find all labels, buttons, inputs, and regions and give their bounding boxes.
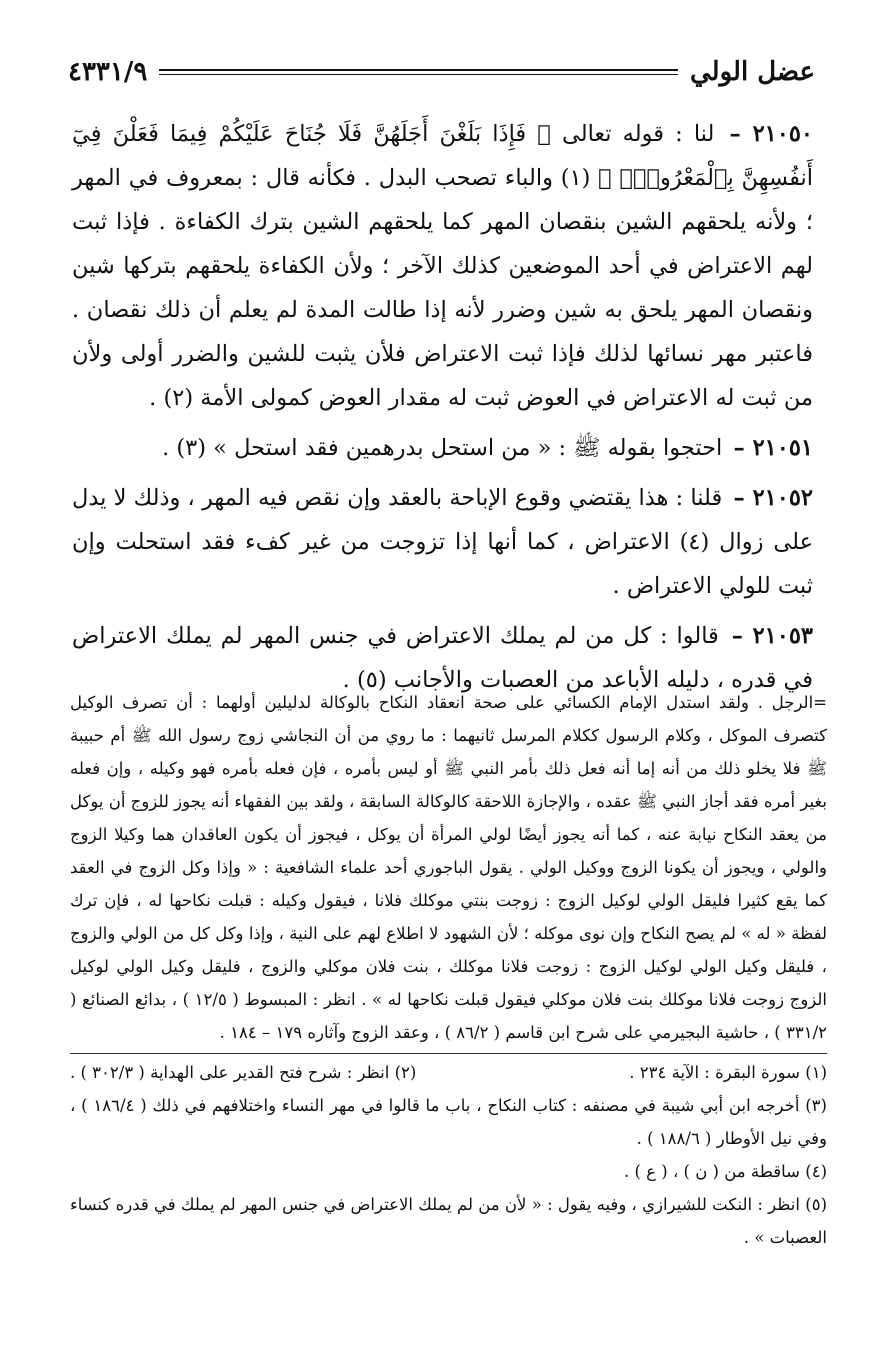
paragraph-number: ٢١٠٥٠ – <box>729 121 813 147</box>
footnote-divider <box>70 1053 827 1054</box>
footnotes <box>70 686 827 1254</box>
paragraph-text: قالوا : كل من لم يملك الاعتراض في جنس المهر لم يملك الاعتراض في قدره ، دليله الأباعد من العصبات والأجانب (٥) . <box>72 623 813 693</box>
paragraph-text: احتجوا بقوله ﷺ : « من استحل بدرهمين فقد استحل » (٣) . <box>162 435 723 461</box>
footnote-3: (٣) أخرجه ابن أبي شيبة في مصنفه : كتاب النكاح ، باب ما قالوا في مهر النساء واختلافهم في ذلك ( ١٨٦/٤ ) ، وفي نيل الأوطار ( ١٨٨/٦ ) . <box>70 1096 827 1148</box>
paragraph-number: ٢١٠٥١ – <box>733 435 813 461</box>
header-rule <box>159 69 678 75</box>
paragraph-21052 <box>72 476 813 608</box>
paragraph-text: لنا : قوله تعالى ﴿ فَإِذَا بَلَغْنَ أَجَلَهُنَّ فَلَا جُنَاحَ عَلَيْكُمْ فِيمَا فَعَلْنَ فِيٓ أَنفُسِهِنَّ بِٱلْمَعْرُوفِۗ ﴾ (١) والباء تصحب البدل . فكأنه قال : بمعروف في المهر ؛ ولأنه يلحقهم الشين بنقصان المهر كما يلحقهم الشين بترك الكفاءة . فإذا ثبت لهم الاعتراض في أحد الموضعين كذلك الآخر ؛ ولأن الكفاءة يلحقهم بتركها شين ونقصان المهر يلحق به شين وضرر لأنه إذا طالت المدة لم يعلم أن ذلك نقصان . فاعتبر مهر نسائها لذلك فإذا ثبت الاعتراض فلأن يثبت للشين والضرر أولى ولأن من ثبت له الاعتراض في العوض ثبت له مقدار العوض كمولى الأمة (٢) . <box>72 121 813 411</box>
paragraph-number: ٢١٠٥٢ – <box>733 485 814 511</box>
footnote-continuation: =الرجل . ولقد استدل الإمام الكسائي على صحة انعقاد النكاح بالوكالة لدليلين أولهما : أن تصرف الوكيل كتصرف الموكل ، وكلام الرسول ككلام المرسل ثانيهما : ما روي من أن النجاشي زوج رسول الله ﷺ أم حبيبة ﷺ فلا يخلو ذلك من أنه إما أنه فعل ذلك بأمر النبي ﷺ أو ليس بأمره ، فإن فعله بأمره فهو وكيله ، وإن فعله بغير أمره فقد أجاز النبي ﷺ عقده ، والإجازة اللاحقة كالوكالة السابقة ، ولقد بين الفقهاء أنه يجوز للزوج أن يوكل من يعقد النكاح نيابة عنه ، كما أنه يجوز أيضًا لولي المرأة أن يوكل ، فيجوز أن يكون العاقدان هما وكيلا الزوج والولي ، ويجوز أن يكونا الزوج ووكيل الولي . يقول الباجوري أحد علماء الشافعية : « وإذا وكل الزوج في العقد كما يقع كثيرا فليقل الولي لوكيل الزوج : زوجت بنتي موكلك فلانا ، فيقول وكيله : قبلت نكاحها له ، فإن ترك لفظة « له » لم يصح النكاح وإن نوى موكله ؛ لأن الشهود لا اطلاع لهم على النية ، وإذا وكل كل من الولي والزوج ، فليقل وكيل الولي لوكيل الزوج : زوجت فلانا موكلك ، بنت فلان موكلي والزوج ، فليقل وكيل الولي لوكيل الزوج زوجت فلانا موكلك بنت فلان موكلي فيقول قبلت نكاحها له » . انظر : المبسوط ( ١٢/٥ ) ، بدائع الصنائع ( ٣٣١/٢ ) ، حاشية البجيرمي على شرح ابن قاسم ( ٨٦/٢ ) ، وعقد الزوج وآثاره ١٧٩ – ١٨٤ . <box>70 693 828 1042</box>
footnote-row <box>70 1056 827 1089</box>
footnote-5: (٥) انظر : النكت للشيرازي ، وفيه يقول : « لأن من لم يملك الاعتراض في جنس المهر لم يملك في قدره كنساء العصبات » . <box>70 1195 827 1247</box>
page-number: ٤٣٣١/٩ <box>68 57 148 87</box>
main-text <box>72 112 813 708</box>
page-header <box>68 52 815 92</box>
footnote-4: (٤) ساقطة من ( ن ) ، ( ع ) . <box>624 1162 827 1181</box>
footnote-2: (٢) انظر : شرح فتح القدير على الهداية ( ٣٠٢/٣ ) . <box>70 1063 417 1082</box>
paragraph-21051 <box>72 426 813 470</box>
paragraph-number: ٢١٠٥٣ – <box>731 623 813 649</box>
paragraph-21050 <box>72 112 813 420</box>
running-title: عضل الولي <box>690 57 815 87</box>
footnote-1: (١) سورة البقرة : الآية ٢٣٤ . <box>629 1063 827 1082</box>
paragraph-text: قلنا : هذا يقتضي وقوع الإباحة بالعقد وإن نقص فيه المهر ، وذلك لا يدل على زوال (٤) الاعتراض ، كما أنها إذا تزوجت من غير كفء فقد استحلت وإن ثبت للولي الاعتراض . <box>72 485 813 599</box>
